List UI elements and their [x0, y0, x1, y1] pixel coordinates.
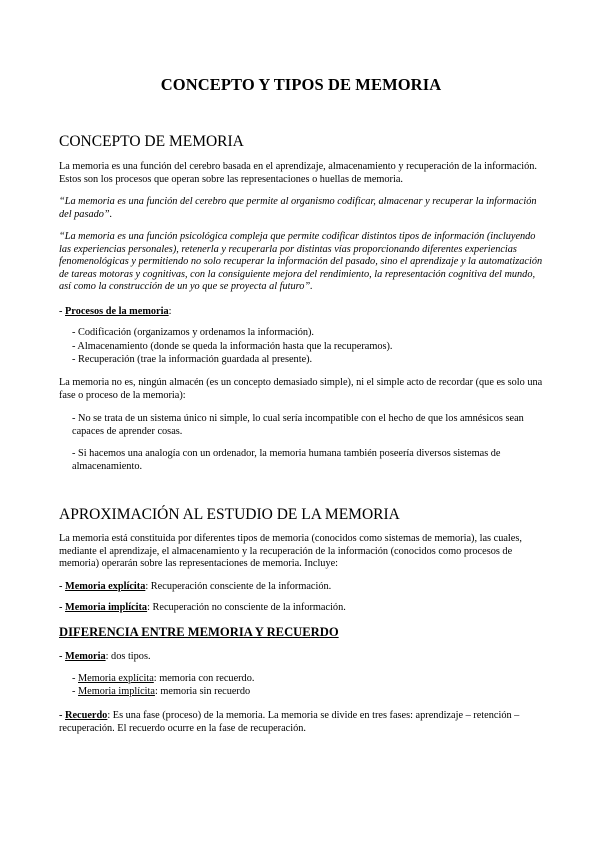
dash: -: [72, 673, 79, 684]
dash: -: [59, 651, 66, 662]
list-item: - Codificación (organizamos y ordenamos la información).: [72, 327, 314, 338]
memoria-explicita-label: Memoria explícita: [65, 581, 146, 592]
list-item: [72, 673, 543, 686]
procesos-dash: -: [59, 306, 66, 317]
memoria-text: : dos tipos.: [105, 651, 151, 662]
memoria-line: [59, 651, 543, 664]
procesos-colon: :: [168, 306, 172, 317]
recuerdo-text: : Es una fase (proceso) de la memoria. La memoria se divide en tres fases: aprendizaje – retención – recuperación. El recuerdo ocurre en la fase de recuperación.: [59, 710, 520, 734]
list-item: - Si hacemos una analogía con un ordenador, la memoria humana también poseería diversos sistemas de almacenamiento.: [72, 448, 501, 472]
paragraph-intro: La memoria es una función del cerebro basada en el aprendizaje, almacenamiento y recuperación de la información. Estos son los procesos que operan sobre las representaciones o huellas de memoria.: [59, 161, 538, 185]
document-title: CONCEPTO Y TIPOS DE MEMORIA: [160, 75, 442, 94]
paragraph-aproximacion: La memoria está constituida por diferentes tipos de memoria (conocidos como sistemas de memoria), las cuales, mediante el aprendizaje, el almacenamiento y la recuperación de la información (conocidos como procesos de memoria) operarán sobre las representaciones de memoria. Incluye:: [59, 533, 522, 569]
list-item: - No se trata de un sistema único ni simple, lo cual sería incompatible con el hecho de que los amnésicos sean capaces de aprender cosas.: [72, 413, 524, 437]
memoria-implicita-text: : Recuperación no consciente de la información.: [147, 602, 346, 613]
memoria-explicita-text: : Recuperación consciente de la información.: [145, 581, 332, 592]
procesos-label: Procesos de la memoria: [65, 306, 169, 317]
dash: -: [72, 686, 79, 697]
memoria-implicita-label: Memoria implícita: [65, 602, 148, 613]
memoria-explicita-line: [59, 581, 543, 594]
section-heading-diferencia: DIFERENCIA ENTRE MEMORIA Y RECUERDO: [59, 625, 339, 639]
list-item: - Almacenamiento (donde se queda la información hasta que la recuperamos).: [72, 341, 393, 352]
list-item: [72, 686, 543, 699]
dash: -: [59, 602, 66, 613]
memoria-label: Memoria: [65, 651, 106, 662]
section-heading-concepto: CONCEPTO DE MEMORIA: [59, 133, 244, 150]
sub-implicita-label: Memoria implícita: [78, 686, 155, 697]
procesos-heading: [59, 306, 543, 319]
sub-explicita-text: : memoria con recuerdo.: [153, 673, 255, 684]
list-item: - Recuperación (trae la información guardada al presente).: [72, 354, 313, 365]
memoria-implicita-line: [59, 602, 543, 615]
recuerdo-paragraph: [59, 710, 543, 735]
recuerdo-label: Recuerdo: [65, 710, 108, 721]
section-heading-aproximacion: APROXIMACIÓN AL ESTUDIO DE LA MEMORIA: [59, 506, 400, 523]
quote-definition-1: “La memoria es una función del cerebro que permite al organismo codificar, almacenar y recuperar la información del pasado”.: [59, 196, 537, 220]
dash: -: [59, 581, 66, 592]
quote-definition-2: “La memoria es una función psicológica compleja que permite codificar distintos tipos de información (incluyendo las experiencias personales), retenerla y recuperarla por distintas vías proporcionando diferentes experiencias fenomenológicas y permitiendo no solo recuperar la información del pasado, sino el aprendizaje y la automatización de tareas motoras y cognitivas, con la consiguiente mejora del rendimiento, la representación cognitiva del mundo, así como la construcción de un yo que se proyecta al futuro”.: [59, 231, 543, 292]
paragraph-no-almacen: La memoria no es, ningún almacén (es un concepto demasiado simple), ni el simple acto de recordar (que es solo una fase o proceso de la memoria):: [59, 377, 543, 401]
sub-implicita-text: : memoria sin recuerdo: [154, 686, 251, 697]
dash: -: [59, 710, 66, 721]
sub-explicita-label: Memoria explícita: [78, 673, 154, 684]
